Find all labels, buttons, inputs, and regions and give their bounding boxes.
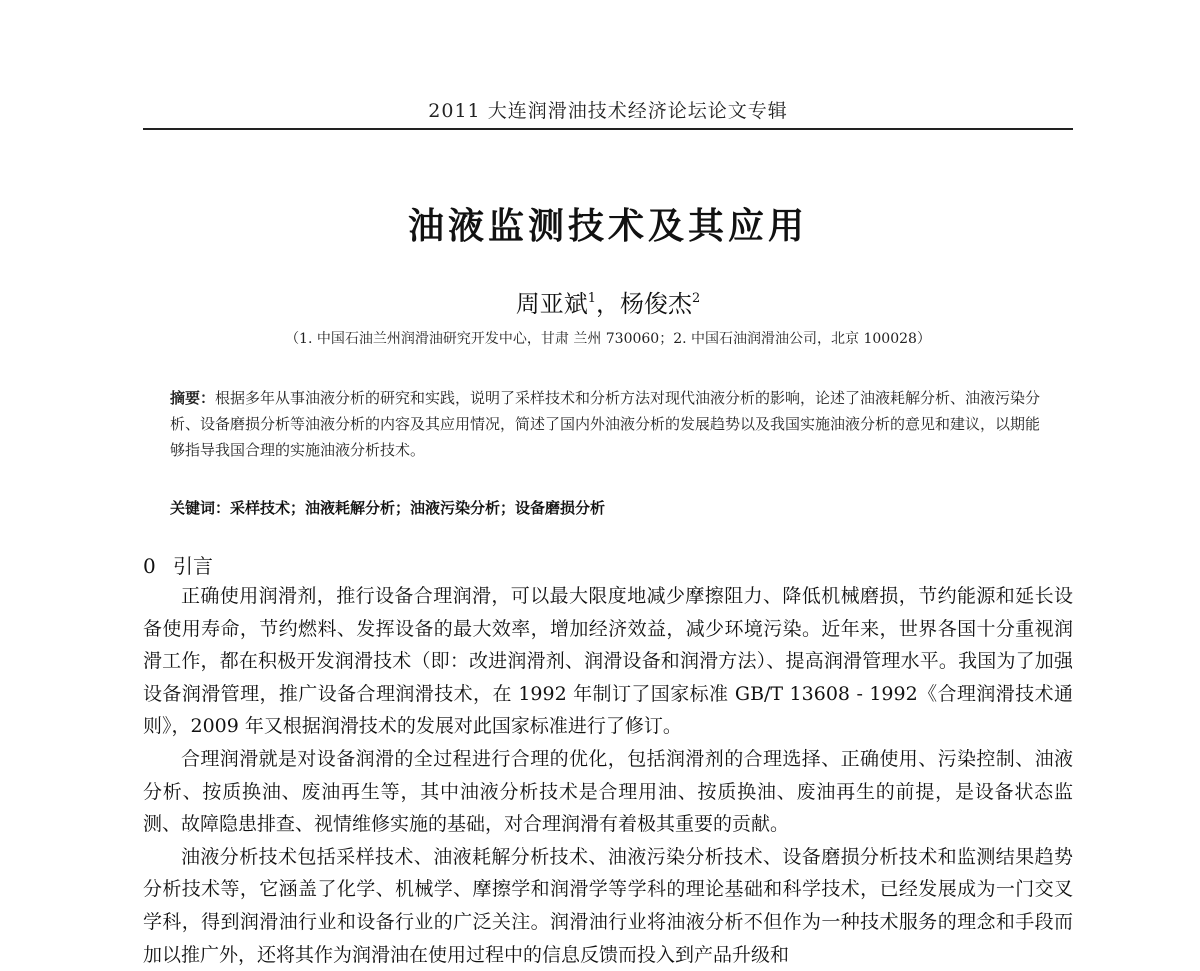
abstract-text: 根据多年从事油液分析的研究和实践，说明了采样技术和分析方法对现代油液分析的影响，论述了油液耗解分析、油液污染分析、设备磨损分析等油液分析的内容及其应用情况，简述了国内外油液分析的发展趋势以及我国实施油液分析的意见和建议，以期能够指导我国合理的实施油液分析技术。: [170, 389, 1041, 459]
section-title: 引言: [173, 554, 213, 578]
author-name: 杨俊杰: [620, 290, 692, 318]
keywords-text: 采样技术；油液耗解分析；油液污染分析；设备磨损分析: [230, 499, 606, 517]
paragraph: 正确使用润滑剂，推行设备合理润滑，可以最大限度地减少摩擦阻力、降低机械磨损，节约能源和延长设备使用寿命，节约燃料、发挥设备的最大效率，增加经济效益，减少环境污染。近年来，世界各国十分重视润滑工作，都在积极开发润滑技术（即：改进润滑剂、润滑设备和润滑方法）、提高润滑管理水平。我国为了加强设备润滑管理，推广设备合理润滑技术，在 1992 年制订了国家标准 GB/T 13608 - 1992《合理润滑技术通则》，2009 年又根据润滑技术的发展对此国家标准进行了修订。: [143, 585, 1073, 738]
affiliation: （1. 中国石油兰州润滑油研究开发中心，甘肃 兰州 730060；2. 中国石油润滑油公司，北京 100028）: [285, 331, 931, 347]
body-text: [143, 580, 1073, 971]
author-superscript: 1: [587, 291, 596, 306]
paragraph: 油液分析技术包括采样技术、油液耗解分析技术、油液污染分析技术、设备磨损分析技术和监测结果趋势分析技术等，它涵盖了化学、机械学、摩擦学和润滑学等学科的理论基础和科学技术，已经发展成为一门交叉学科，得到润滑油行业和设备行业的广泛关注。润滑油行业将油液分析不但作为一种技术服务的理念和手段而加以推广外，还将其作为润滑油在使用过程中的信息反馈而投入到产品升级和: [143, 845, 1073, 966]
abstract-label: 摘要：: [170, 389, 216, 407]
paragraph: 合理润滑就是对设备润滑的全过程进行合理的优化，包括润滑剂的合理选择、正确使用、污染控制、油液分析、按质换油、废油再生等，其中油液分析技术是合理用油、按质换油、废油再生的前提，是设备状态监测、故障隐患排查、视情维修实施的基础，对合理润滑有着极其重要的贡献。: [143, 747, 1073, 836]
author-separator: ，: [596, 290, 620, 318]
paper-title: 油液监测技术及其应用: [407, 206, 808, 247]
keywords-label: 关键词：: [170, 499, 231, 517]
section-number: 0: [143, 554, 156, 578]
header-rule: [143, 128, 1073, 130]
author-superscript: 2: [692, 291, 701, 306]
author-name: 周亚斌: [515, 290, 588, 318]
running-head: 2011 大连润滑油技术经济论坛论文专辑: [428, 100, 788, 122]
section-heading: [143, 550, 213, 579]
author-line: [143, 284, 1073, 319]
keywords: [170, 497, 1050, 518]
abstract: [170, 385, 1050, 463]
